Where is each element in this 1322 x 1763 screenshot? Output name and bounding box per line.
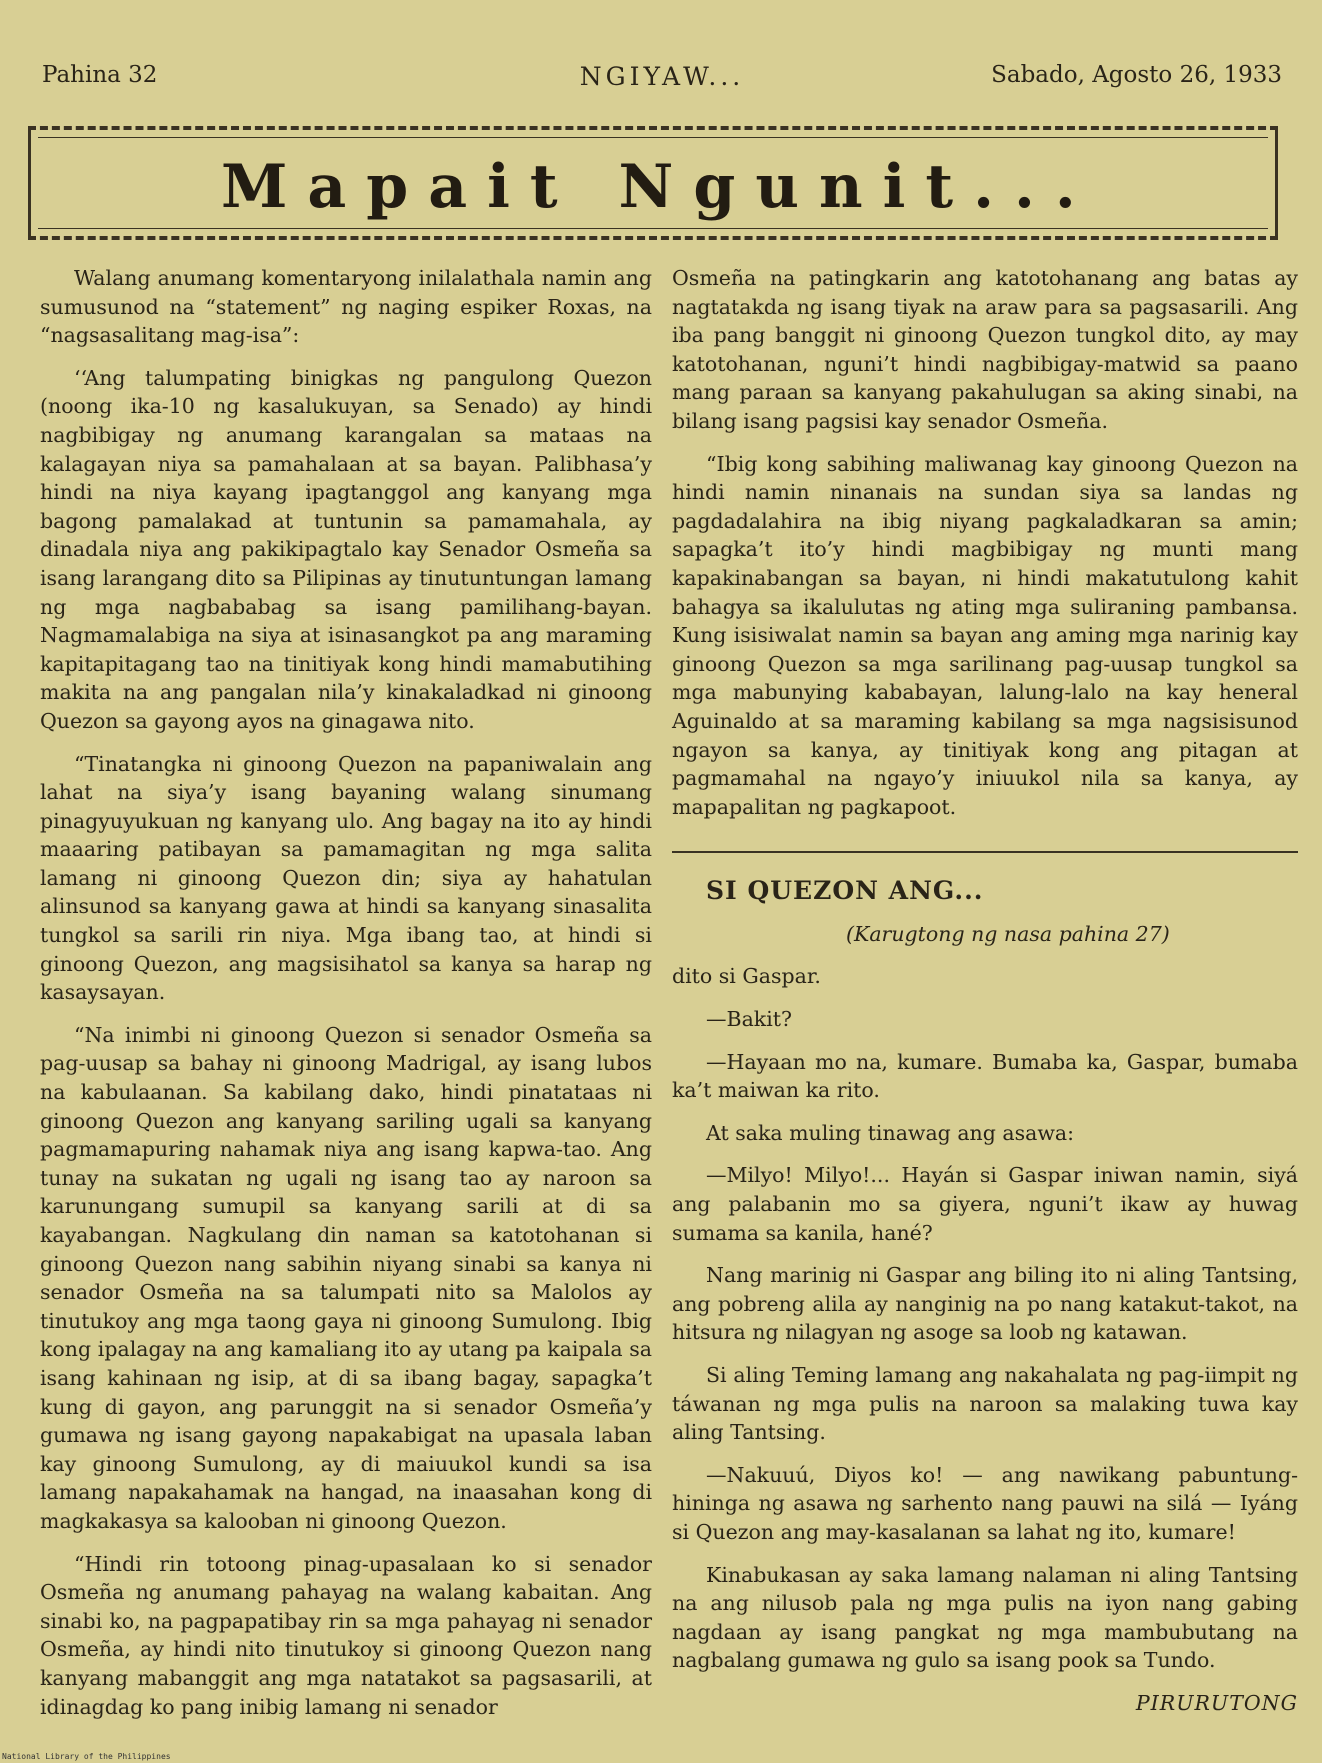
paragraph: —Hayaan mo na, kumare. Bumaba ka, Gaspar, bumaba ka’t maiwan ka rito. <box>672 1049 1298 1103</box>
paragraph: —Bakit? <box>706 1007 792 1032</box>
paragraph: ‘‘Ang talumpating binigkas ng pangulong Quezon (noong ika-10 ng kasalukuyan, sa Senado) ay hindi nagbibigay ng anumang karangalan sa mataas na kalagayan niya sa pamahalaan at sa bayan. Palibhasa’y hindi na niya kayang ipagtanggol ang kanyang mga bagong pamalakad at tuntunin sa pamamahala, ay dinadala niya ang pakikipagtalo kay Senador Osmeña sa isang larangang dito sa Pilipinas ay tinutuntungan lamang ng mga nagbababag sa isang pamilihang-bayan. Nagmamalabiga na siya at isinasangkot pa ang maraming kapitapitagang tao na tinitiyak kong hindi mamabutihing makita na ang pangalan nila’y kinakaladkad ni ginoong Quezon sa gayong ayos na ginagawa nito. <box>40 365 652 733</box>
library-credit: National Library of the Philippines <box>2 1752 171 1761</box>
paragraph: dito si Gaspar. <box>672 964 821 989</box>
paragraph: At saka muling tinawag ang asawa: <box>706 1120 1075 1145</box>
paragraph: —Nakuuú, Diyos ko! — ang nawikang pabuntung-hininga ng asawa ng sarhento nang pauwi na silá — Iyáng si Quezon ang may-kasalanan sa lahat ng ito, kumare! <box>672 1462 1298 1544</box>
paragraph: —Milyo! Milyo!... Hayán si Gaspar iniwan namin, siyá ang palabanin mo sa giyera, nguni’t ikaw ay huwag sumama sa kanila, hané? <box>672 1163 1298 1245</box>
page-number: Pahina 32 <box>42 62 158 88</box>
paragraph: Kinabukasan ay saka lamang nalaman ni aling Tantsing na ang nilusob pala ng mga pulis na iyon nang gabing nagdaan ay isang pangkat ng mga mambubutang na nagbalang gumawa ng gulo sa isang pook sa Tundo. <box>672 1562 1298 1673</box>
paragraph: Walang anumang komentaryong inilalathala namin ang sumusunod na “statement” ng naging espiker Roxas, na “nagsasalitang mag-isa”: <box>40 266 652 348</box>
paragraph: “Na inimbi ni ginoong Quezon si senador Osmeña sa pag-uusap sa bahay ni ginoong Madrigal, ay isang lubos na kabulaanan. Sa kabilang dako, hindi pinatataas ni ginoong Quezon ang kanyang sariling ugali sa kanyang pagmamapuring nahamak niya ang isang kapwa-tao. Ang tunay na sukatan ng ugali ng isang tao ay naroon sa karunungang sumupil sa kanyang sarili at di sa kayabangan. Nagkulang din naman sa katotohanan si ginoong Quezon nang sabihin niyang sinabi sa kanya ni senador Osmeña na sa talumpati nito sa Malolos ay tinutukoy ang mga taong gaya ni ginoong Sumulong. Ibig kong ipalagay na ang kamaliang ito ay utang pa kaipala sa isang kahinaan ng isip, at di sa ibang bagay, sapagka’t kung di gayon, ang parunggit na si senador Osmeña’y gumawa ng isang gayong napakabigat na upasala laban kay ginoong Sumulong, ay di maiuukol kundi sa isa lamang napakahamak na hangad, na inaasahan kong di magkakasya sa kalooban ni ginoong Quezon. <box>40 1022 652 1533</box>
paragraph: Osmeña na patingkarin ang katotohanang ang batas ay nagtatakda ng isang tiyak na araw para sa pagsasarili. Ang iba pang banggit ni ginoong Quezon tungkol dito, ay may katotohanan, nguni’t hindi nagbibigay-matwid sa paano mang paraan sa kanyang pakahulugan sa aking sinabi, na bilang isang pagsisi kay senador Osmeña. <box>672 266 1298 433</box>
page-header <box>42 62 1282 102</box>
paragraph: “Hindi rin totoong pinag-upasalaan ko si senador Osmeña ng anumang pahayag na walang kabaitan. Ang sinabi ko, na pagpapatibay rin sa mga pahayag ni senador Osmeña, ay hindi nito tinutukoy si ginoong Quezon nang kanyang mabanggit ang mga natatakot sa pagsasarili, at idinagdag ko pang inibig lamang ni senador <box>40 1551 652 1719</box>
author-signature: PIRURUTONG <box>1135 1690 1298 1715</box>
right-column <box>672 264 1298 1732</box>
article-title: Mapait Ngunit... <box>221 152 1096 222</box>
masthead: NGIYAW... <box>579 62 745 91</box>
title-banner <box>28 126 1278 240</box>
paragraph: “Tinatangka ni ginoong Quezon na papaniwalain ang lahat na siya’y isang bayaning walang sinumang pinagyuyukuan ng kanyang ulo. Ang bagay na ito ay hindi maaaring patibayan sa pamamagitan ng mga salita lamang ni ginoong Quezon din; siya ay hahatulan alinsunod sa kanyang gawa at hindi sa kanyang sinasalita tungkol sa sarili rin niya. Mga ibang tao, at hindi si ginoong Quezon, ang magsisihatol sa kanya sa harap ng kasaysayan. <box>40 751 652 1005</box>
paragraph: Nang marinig ni Gaspar ang biling ito ni aling Tantsing, ang pobreng alila ay nanginig na po nang katakut-takot, na hitsura ng nilagyan ng asoge sa loob ng katawan. <box>672 1263 1298 1345</box>
issue-date: Sabado, Agosto 26, 1933 <box>991 62 1282 88</box>
section-divider <box>672 851 1298 853</box>
story-title: SI QUEZON ANG... <box>706 876 984 906</box>
left-column <box>40 264 652 1735</box>
paragraph: Si aling Teming lamang ang nakahalata ng pag-iimpit ng táwanan ng mga pulis na naroon sa malaking tuwa kay aling Tantsing. <box>672 1363 1298 1445</box>
paragraph: “Ibig kong sabihing maliwanag kay ginoong Quezon na hindi namin ninanais na sundan siya sa landas ng pagdadalahira na ibig niyang pagkaladkaran sa amin; sapagka’t ito’y hindi magbibigay ng munti mang kapakinabangan sa bayan, ni hindi makatutulong kahit bahagya sa ikalulutas ng ating mga suliraning pambansa. Kung isisiwalat namin sa bayan ang aming mga narinig kay ginoong Quezon sa mga sarilinang pag-uusap tungkol sa mga mabunying kababayan, lalung-lalo na kay heneral Aguinaldo at sa maraming kabilang sa mga nagsisisunod ngayon sa kanya, ay tinitiyak kong ang pitagan at pagmamahal na ngayo’y iniuukol nila sa kanya, ay mapapalitan ng pagkapoot. <box>672 451 1298 819</box>
story-continuation-note: (Karugtong ng nasa pahina 27) <box>846 921 1170 946</box>
